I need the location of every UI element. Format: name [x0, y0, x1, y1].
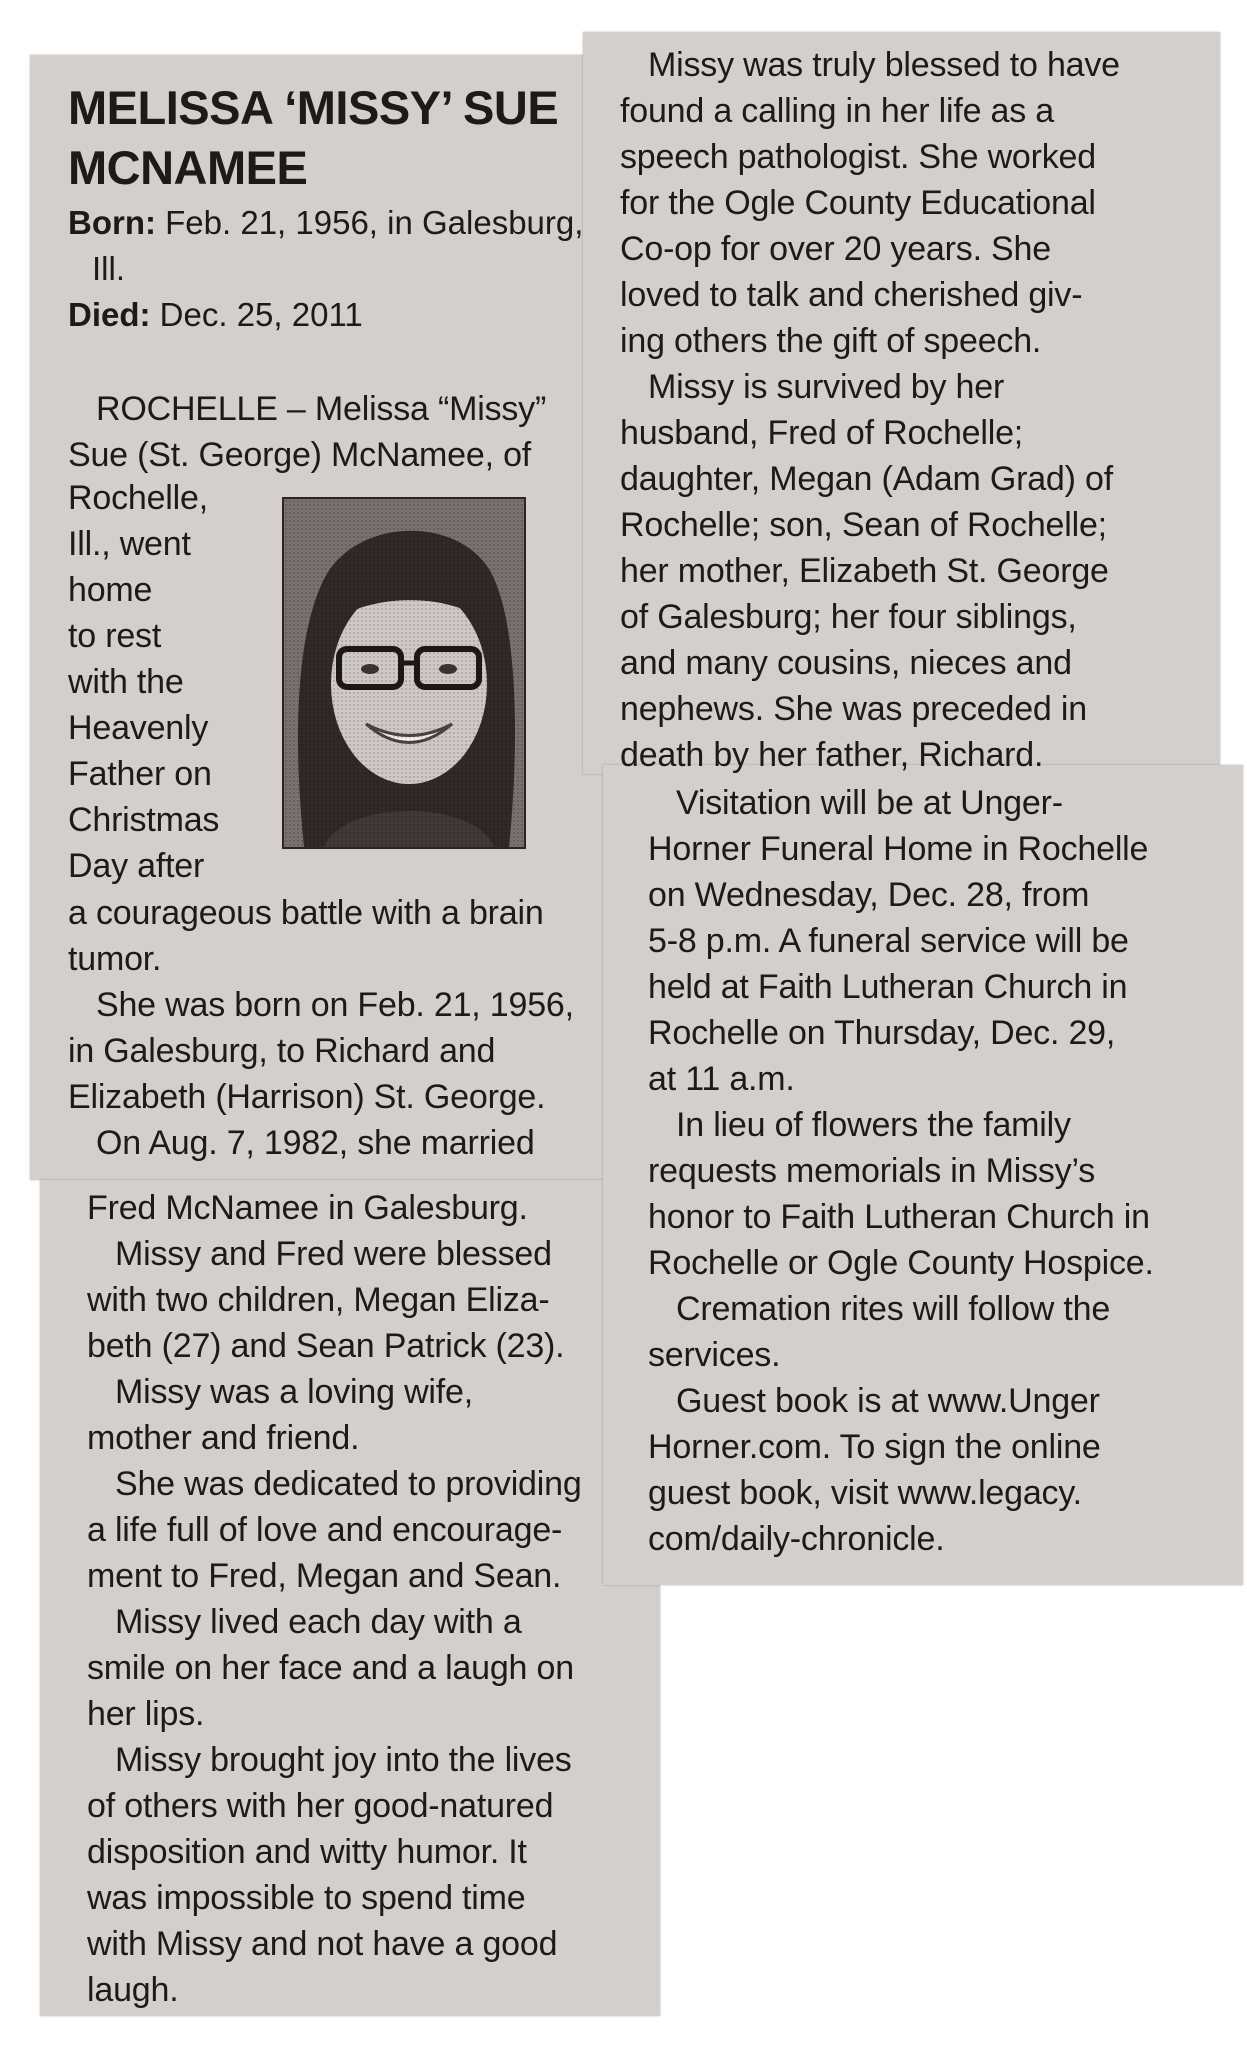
- text-line: found a calling in her life as a: [620, 92, 1054, 130]
- obituary-column-b: [87, 1185, 582, 2013]
- text-line: Sue (St. George) McNamee, of: [68, 436, 532, 474]
- text-line: held at Faith Lutheran Church in: [648, 968, 1128, 1006]
- text-line: Missy was truly blessed to have: [648, 46, 1120, 84]
- text-line: Rochelle,: [68, 479, 208, 517]
- born-label: Born:: [68, 204, 156, 241]
- obituary-intro: [68, 386, 546, 478]
- text-line: Rochelle; son, Sean of Rochelle;: [620, 506, 1107, 544]
- text-line: for the Ogle County Educational: [620, 184, 1096, 222]
- text-line: with Missy and not have a good: [87, 1925, 558, 1963]
- text-line: Missy brought joy into the lives: [115, 1741, 572, 1779]
- text-line: a courageous battle with a brain: [68, 894, 544, 932]
- died-label: Died:: [68, 296, 151, 333]
- text-line: Father on: [68, 755, 212, 793]
- text-line: On Aug. 7, 1982, she married: [96, 1124, 535, 1162]
- headline-line: MELISSA ‘MISSY’ SUE: [68, 81, 559, 134]
- text-line: Missy lived each day with a: [115, 1603, 522, 1641]
- text-line: Horner Funeral Home in Rochelle: [648, 830, 1149, 868]
- text-line: Missy is survived by her: [648, 368, 1005, 406]
- text-line: 5-8 p.m. A funeral service will be: [648, 922, 1129, 960]
- text-line: mother and friend.: [87, 1419, 360, 1457]
- obituary-column-a-cont: [68, 890, 574, 1166]
- text-line: of Galesburg; her four siblings,: [620, 598, 1077, 636]
- text-line: disposition and witty humor. It: [87, 1833, 527, 1871]
- obituary-headline: [68, 78, 558, 198]
- text-line: laugh.: [87, 1971, 179, 2009]
- text-line: death by her father, Richard.: [620, 736, 1044, 774]
- text-line: of others with her good-natured: [87, 1787, 554, 1825]
- text-line: with two children, Megan Eliza-: [87, 1281, 550, 1319]
- text-line: to rest: [68, 617, 162, 655]
- vital-dates: [68, 200, 583, 338]
- text-line: tumor.: [68, 940, 162, 978]
- text-line: with the: [68, 663, 184, 701]
- text-line: Guest book is at www.Unger: [676, 1382, 1100, 1420]
- text-line: nephews. She was preceded in: [620, 690, 1087, 728]
- text-line: In lieu of flowers the family: [676, 1106, 1071, 1144]
- died-value: Dec. 25, 2011: [150, 296, 363, 333]
- text-line: Missy and Fred were blessed: [115, 1235, 552, 1273]
- text-line: services.: [648, 1336, 781, 1374]
- text-line: Rochelle on Thursday, Dec. 29,: [648, 1014, 1116, 1052]
- text-line: guest book, visit www.legacy.: [648, 1474, 1082, 1512]
- text-line: on Wednesday, Dec. 28, from: [648, 876, 1090, 914]
- text-line: Visitation will be at Unger-: [676, 784, 1063, 822]
- text-line: smile on her face and a laugh on: [87, 1649, 574, 1687]
- text-line: her lips.: [87, 1695, 205, 1733]
- text-line: ROCHELLE – Melissa “Missy”: [96, 390, 547, 428]
- text-line: and many cousins, nieces and: [620, 644, 1072, 682]
- text-line: Missy was a loving wife,: [115, 1373, 473, 1411]
- obituary-column-c: [620, 42, 1120, 778]
- text-line: She was dedicated to providing: [115, 1465, 582, 1503]
- text-line: loved to talk and cherished giv-: [620, 276, 1083, 314]
- text-line: husband, Fred of Rochelle;: [620, 414, 1024, 452]
- portrait-photo: [282, 497, 526, 849]
- text-line: Horner.com. To sign the online: [648, 1428, 1101, 1466]
- text-line: Co-op for over 20 years. She: [620, 230, 1051, 268]
- headline-line: MCNAMEE: [68, 141, 308, 194]
- text-line: at 11 a.m.: [648, 1060, 795, 1098]
- text-line: She was born on Feb. 21, 1956,: [96, 986, 574, 1024]
- text-line: Heavenly: [68, 709, 209, 747]
- obituary-column-d: [648, 780, 1154, 1562]
- text-line: ing others the gift of speech.: [620, 322, 1042, 360]
- text-line: Christmas: [68, 801, 220, 839]
- text-line: Rochelle or Ogle County Hospice.: [648, 1244, 1154, 1282]
- text-line: requests memorials in Missy’s: [648, 1152, 1096, 1190]
- obituary-wrap-text: [68, 475, 219, 889]
- text-line: honor to Faith Lutheran Church in: [648, 1198, 1150, 1236]
- text-line: Ill., went: [68, 525, 191, 563]
- text-line: Elizabeth (Harrison) St. George.: [68, 1078, 546, 1116]
- text-line: her mother, Elizabeth St. George: [620, 552, 1109, 590]
- born-value: Feb. 21, 1956, in Galesburg,: [155, 204, 584, 241]
- text-line: home: [68, 571, 153, 609]
- text-line: Fred McNamee in Galesburg.: [87, 1189, 528, 1227]
- text-line: ment to Fred, Megan and Sean.: [87, 1557, 562, 1595]
- text-line: was impossible to spend time: [87, 1879, 526, 1917]
- text-line: daughter, Megan (Adam Grad) of: [620, 460, 1113, 498]
- text-line: speech pathologist. She worked: [620, 138, 1096, 176]
- died-line: [68, 292, 583, 338]
- born-line: [68, 200, 583, 246]
- born-value-cont: Ill.: [92, 250, 125, 287]
- text-line: beth (27) and Sean Patrick (23).: [87, 1327, 565, 1365]
- text-line: a life full of love and encourage-: [87, 1511, 563, 1549]
- text-line: Cremation rites will follow the: [676, 1290, 1111, 1328]
- text-line: in Galesburg, to Richard and: [68, 1032, 496, 1070]
- text-line: Day after: [68, 847, 205, 885]
- text-line: com/daily-chronicle.: [648, 1520, 945, 1558]
- portrait-image: [284, 499, 524, 847]
